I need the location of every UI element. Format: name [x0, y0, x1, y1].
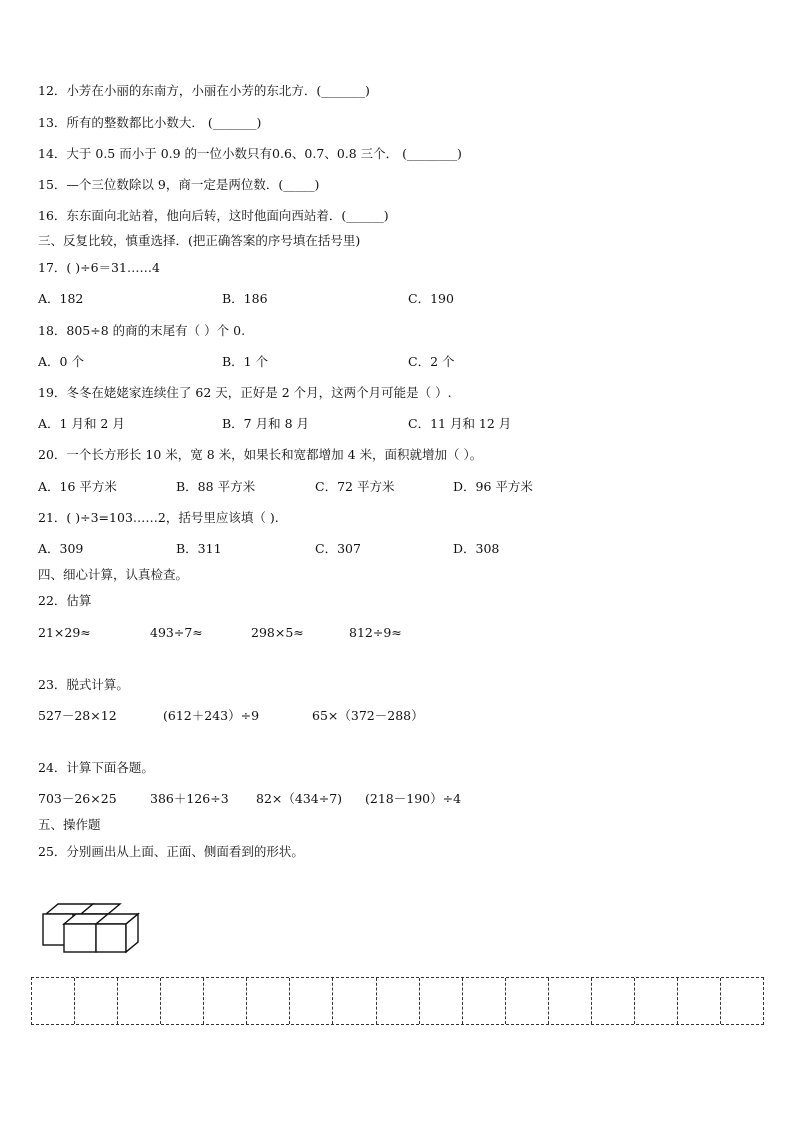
q22-item-3: 298×5≈: [251, 625, 304, 640]
q21-option-a: A．309: [38, 541, 84, 556]
section-3-title: 三、反复比较，慎重选择．(把正确答案的序号填在括号里): [38, 233, 361, 248]
grid-cell[interactable]: [463, 978, 506, 1024]
q24-item-1: 703－26×25: [38, 791, 117, 806]
section-4-title: 四、细心计算，认真检查。: [38, 567, 189, 582]
grid-cell[interactable]: [549, 978, 592, 1024]
q24-item-3: 82×（434÷7): [256, 791, 343, 806]
question-15: 15．—个三位数除以 9，商一定是两位数．(_____): [38, 177, 320, 192]
q23-item-3: 65×（372－288）: [312, 708, 424, 723]
question-17: 17．( )÷6＝31……4: [38, 260, 160, 275]
drawing-grid[interactable]: [31, 977, 764, 1025]
q23-item-1: 527－28×12: [38, 708, 117, 723]
grid-cell[interactable]: [290, 978, 333, 1024]
q19-option-c: C．11 月和 12 月: [408, 416, 512, 431]
grid-cell[interactable]: [161, 978, 204, 1024]
cube-stack-figure: [38, 902, 148, 954]
grid-cell[interactable]: [32, 978, 75, 1024]
q24-item-2: 386＋126÷3: [150, 791, 229, 806]
q22-item-4: 812÷9≈: [349, 625, 402, 640]
question-16: 16．东东面向北站着，他向后转，这时他面向西站着．(______): [38, 208, 389, 223]
q21-option-c: C．307: [315, 541, 361, 556]
q22-item-1: 21×29≈: [38, 625, 91, 640]
q21-option-d: D．308: [453, 541, 500, 556]
q19-option-a: A．1 月和 2 月: [38, 416, 125, 431]
grid-cell[interactable]: [75, 978, 118, 1024]
question-19: 19．冬冬在姥姥家连续住了 62 天，正好是 2 个月，这两个月可能是（ ）.: [38, 385, 452, 400]
grid-cell[interactable]: [635, 978, 678, 1024]
grid-cell[interactable]: [678, 978, 721, 1024]
grid-cell[interactable]: [118, 978, 161, 1024]
question-24: 24．计算下面各题。: [38, 760, 154, 775]
q18-option-b: B．1 个: [222, 354, 269, 369]
question-14: 14．大于 0.5 而小于 0.9 的一位小数只有0.6、0.7、0.8 三个． (________): [38, 146, 462, 161]
grid-cell[interactable]: [506, 978, 549, 1024]
grid-cell[interactable]: [204, 978, 247, 1024]
q23-item-2: (612＋243）÷9: [163, 708, 260, 723]
q20-option-a: A．16 平方米: [38, 479, 117, 494]
grid-cell[interactable]: [247, 978, 290, 1024]
section-5-title: 五、操作题: [38, 817, 101, 832]
question-18: 18．805÷8 的商的末尾有（ ）个 0.: [38, 323, 246, 338]
q20-option-c: C．72 平方米: [315, 479, 395, 494]
grid-cell[interactable]: [377, 978, 420, 1024]
question-25: 25．分别画出从上面、正面、侧面看到的形状。: [38, 844, 304, 859]
question-13: 13．所有的整数都比小数大． (_______): [38, 115, 262, 130]
q17-option-c: C．190: [408, 291, 454, 306]
grid-cell[interactable]: [721, 978, 763, 1024]
q21-option-b: B．311: [176, 541, 222, 556]
question-23: 23．脱式计算。: [38, 677, 129, 692]
q20-option-d: D．96 平方米: [453, 479, 533, 494]
q17-option-a: A．182: [38, 291, 84, 306]
question-22: 22．估算: [38, 593, 92, 608]
grid-cell[interactable]: [592, 978, 635, 1024]
q17-option-b: B．186: [222, 291, 268, 306]
question-21: 21．( )÷3=103……2，括号里应该填（ ).: [38, 510, 279, 525]
grid-cell[interactable]: [333, 978, 376, 1024]
q20-option-b: B．88 平方米: [176, 479, 256, 494]
q18-option-c: C．2 个: [408, 354, 455, 369]
grid-cell[interactable]: [420, 978, 463, 1024]
question-12: 12．小芳在小丽的东南方，小丽在小芳的东北方．(_______): [38, 83, 370, 98]
q19-option-b: B．7 月和 8 月: [222, 416, 310, 431]
q18-option-a: A．0 个: [38, 354, 84, 369]
question-20: 20．一个长方形长 10 米，宽 8 米，如果长和宽都增加 4 米，面积就增加（ ）。: [38, 447, 483, 462]
q22-item-2: 493÷7≈: [150, 625, 203, 640]
q24-item-4: (218－190）÷4: [365, 791, 462, 806]
